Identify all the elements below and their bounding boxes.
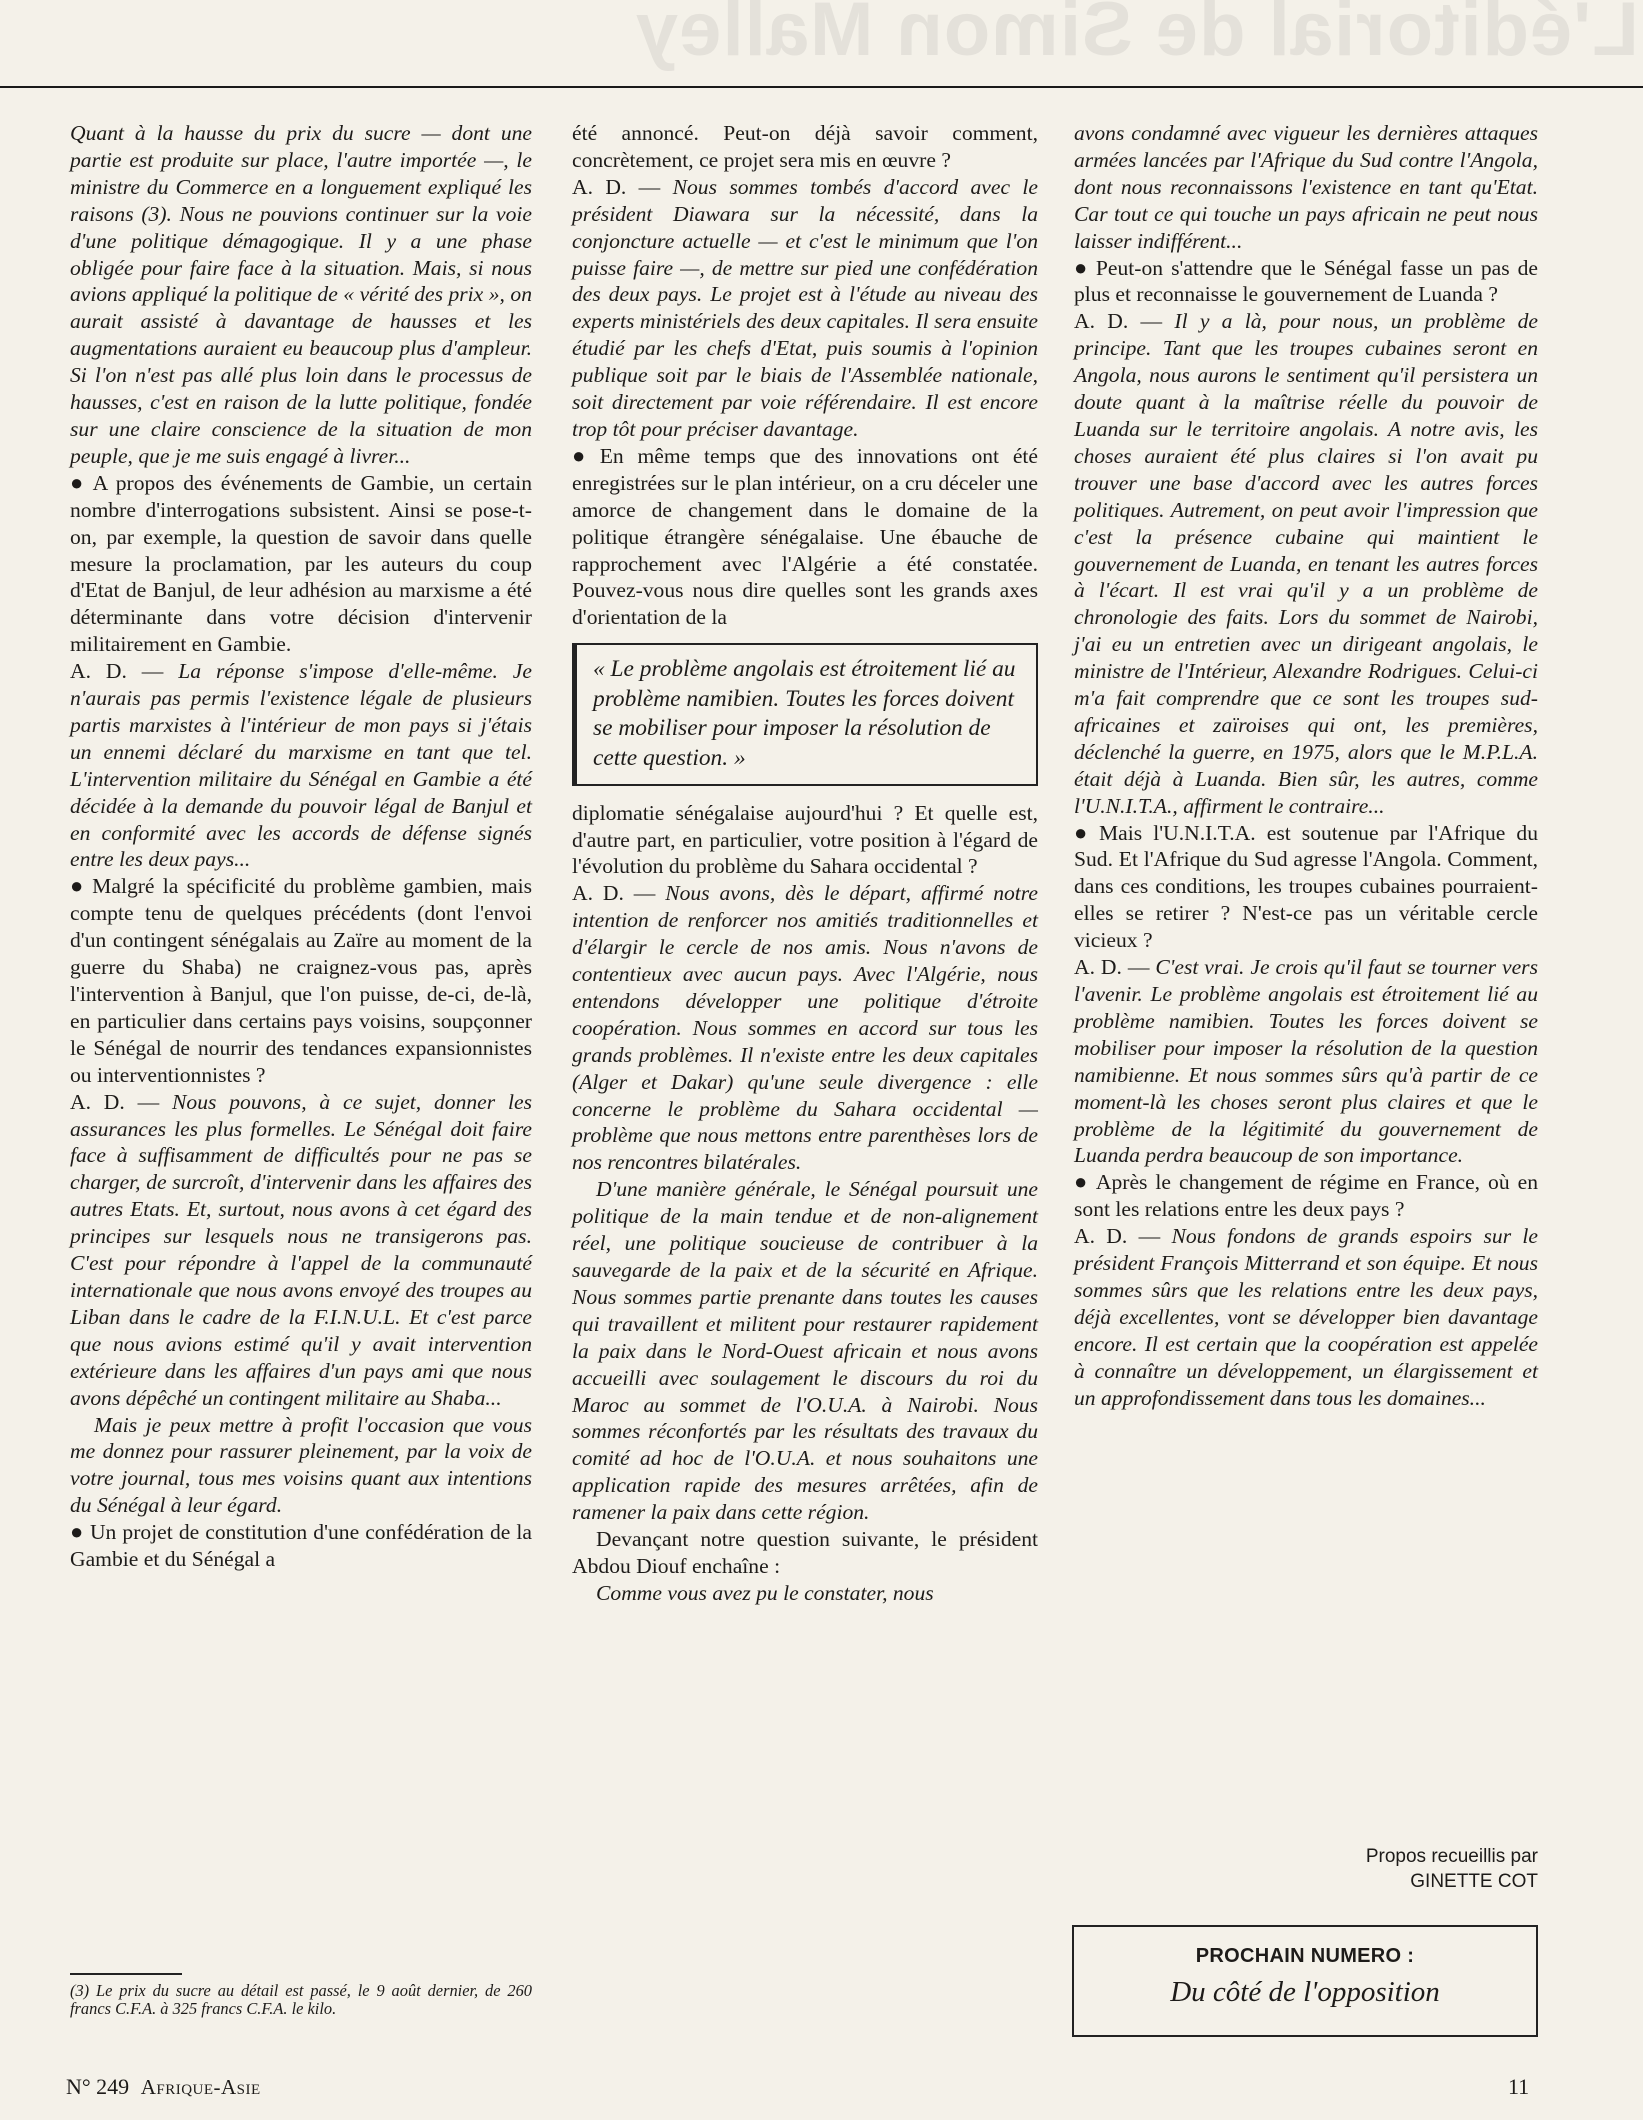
next-issue-subtitle: Du côté de l'opposition (1170, 1976, 1440, 2008)
speaker-label: A. D. — (1074, 1224, 1161, 1249)
answer-paragraph: Comme vous avez pu le constater, nous (596, 1580, 934, 1605)
credit-author: GINETTE COT (1410, 1871, 1538, 1892)
credit-label: Propos recueillis par (1365, 1846, 1538, 1867)
speaker-label: A. D. — (70, 1089, 160, 1114)
answer-paragraph: A. D. — La réponse s'impose d'elle-même. Je n'aurais pas permis l'existence légale de plusieurs partis marxistes à l'intérieur de mon pays si j'étais un ennemi déclaré du marxisme en tant que tel. L'intervention militaire du Sénégal en Gambie a été décidée à la demande du pouvoir légal de Banjul et en conformité avec les accords de défense signés entre les deux pays... (70, 659, 532, 872)
bullet-icon: ● (572, 442, 594, 468)
pull-quote: « Le problème angolais est étroitement lié au problème namibien. Toutes les forces doivent se mobiliser pour imposer la résolution de cette question. » (572, 643, 1038, 785)
question-paragraph: ● Mais l'U.N.I.T.A. est soutenue par l'Afrique du Sud. Et l'Afrique du Sud agresse l'Angola. Comment, dans ces conditions, les troupes cubaines pourraient-elles se retirer ? N'est-ce pas un véritable cercle vicieux ? (1074, 819, 1538, 953)
speaker-label: A. D. — (1074, 955, 1150, 980)
bullet-icon: ● (70, 469, 87, 495)
footnote: (3) Le prix du sucre au détail est passé, le 9 août dernier, de 260 francs C.F.A. à 325 francs C.F.A. le kilo. (70, 1981, 532, 2018)
article-column-1 (70, 120, 532, 2032)
question-paragraph: ● En même temps que des innovations ont été enregistrées sur le plan intérieur, on a cru déceler une amorce de changement dans le domaine de la politique étrangère sénégalaise. Une ébauche de rapprochement avec l'Algérie a été constatée. Pouvez-vous nous dire quelles sont les grands axes d'orientation de la (572, 442, 1039, 630)
bullet-icon: ● (70, 873, 87, 899)
answer-paragraph: A. D. — Nous sommes tombés d'accord avec le président Diawara sur la nécessité, dans la conjoncture actuelle — et c'est le minimum que l'on puisse faire —, de mettre sur pied une confédération des deux pays. Le projet est à l'étude au niveau des experts ministériels des deux capitales. Il sera ensuite étudié par les chefs d'Etat, puis soumis à l'opinion publique soit par le biais de l'Assemblée nationale, soit directement par voie référendaire. Il est encore trop tôt pour préciser davantage. (572, 174, 1038, 441)
answer-paragraph: A. D. — Nous avons, dès le départ, affirmé notre intention de renforcer nos amitiés traditionnelles et d'élargir le cercle de nos amis. Nous n'avons de contentieux avec aucun pays. Avec l'Algérie, nous entendons développer une politique d'étroite coopération. Nous sommes en accord sur tous les grands problèmes. Il n'existe entre les deux capitales (Alger et Dakar) qu'une seule divergence : elle concerne le problème du Sahara occidental — problème que nous mettons entre parenthèses lors de nos rencontres bilatérales. (572, 881, 1038, 1175)
next-issue-title: PROCHAIN NUMERO : (1195, 1945, 1415, 1967)
answer-paragraph: Mais je peux mettre à profit l'occasion que vous me donnez pour rassurer pleinement, par la voix de votre journal, tous mes voisins quant aux intentions du Sénégal à leur égard. (70, 1412, 532, 1518)
bullet-icon: ● (1074, 1169, 1090, 1195)
question-paragraph: ● Un projet de constitution d'une confédération de la Gambie et du Sénégal a (70, 1519, 532, 1572)
issue-number: N° 249 (66, 2074, 130, 2099)
ghost-title-bleedthrough: L'éditorial de Simon Malley (635, 0, 1639, 72)
question-paragraph: diplomatie sénégalaise aujourd'hui ? Et quelle est, d'autre part, en particulier, votre position à l'égard de l'évolution du problème du Sahara occidental ? (572, 800, 1038, 879)
bullet-icon: ● (70, 1519, 84, 1545)
answer-paragraph: A. D. — Nous fondons de grands espoirs sur le président François Mitterrand et son équipe. Et nous sommes sûrs que les relations entre les deux pays, déjà excellentes, vont se développer bien davantage encore. Il est certain que la coopération est appelée à connaître un développement, un élargissement et un approfondissement dans tous les domaines... (1074, 1224, 1538, 1410)
footnote-rule (70, 1973, 182, 1975)
speaker-label: A. D. — (572, 174, 661, 199)
speaker-label: A. D. — (1074, 309, 1163, 334)
masthead (0, 0, 1643, 88)
question-paragraph: ● Peut-on s'attendre que le Sénégal fasse un pas de plus et reconnaisse le gouvernement de Luanda ? (1074, 254, 1538, 307)
article-column-2 (572, 120, 1038, 2040)
narration-paragraph: Devançant notre question suivante, le président Abdou Diouf enchaîne : (572, 1527, 1038, 1578)
answer-paragraph: D'une manière générale, le Sénégal poursuit une politique de la main tendue et de non-alignement réel, une politique soucieuse de contribuer à la sauvegarde de la paix et de la sécurité en Afrique. Nous sommes partie prenante dans toutes les causes qui travaillent et militent pour restaurer rapidement la paix dans le Nord-Ouest africain et nous avons accueilli avec soulagement le discours du roi du Maroc au sommet de l'O.U.A. à Nairobi. Nous sommes réconfortés par les résultats des travaux du comité ad hoc de l'O.U.A. et nous souhaitons une application rapide des mesures arrêtées, afin de ramener la paix dans cette région. (572, 1177, 1038, 1525)
question-paragraph: ● A propos des événements de Gambie, un certain nombre d'interrogations subsistent. Ainsi se pose-t-on, par exemple, la question de savoir dans quelle mesure la proclamation, par les auteurs du coup d'Etat de Banjul, de leur adhésion au marxisme a été déterminante dans votre décision d'intervenir militairement en Gambie. (70, 469, 532, 657)
answer-paragraph: A. D. — Nous pouvons, à ce sujet, donner les assurances les plus formelles. Le Sénégal doit faire face à suffisamment de difficultés pour ne pas se charger, de surcroît, d'intervenir dans les affaires des autres Etats. Et, surtout, nous avons à cet égard des principes sur lesquels nous ne transigerons pas. C'est pour répondre à l'appel de la communauté internationale que nous avons envoyé des troupes au Liban dans le cadre de la F.I.N.U.L. Et c'est parce que nous avions estimé qu'il y avait intervention extérieure dans les affaires d'un pays ami que nous avons dépêché un contingent militaire au Shaba... (70, 1089, 532, 1410)
speaker-label: A. D. — (572, 881, 656, 906)
header-rule (0, 86, 1643, 88)
answer-paragraph: avons condamné avec vigueur les dernières attaques armées lancées par l'Afrique du Sud contre l'Angola, dont nous reconnaissons l'existence en tant qu'Etat. Car tout ce qui touche un pays africain ne peut nous laisser indifférent... (1074, 121, 1538, 253)
answer-paragraph: Quant à la hausse du prix du sucre — dont une partie est produite sur place, l'autre importée —, le ministre du Commerce en a longuement expliqué les raisons (3). Nous ne pouvions continuer sur la voie d'une politique démagogique. Il y a une phase obligée pour faire face à la situation. Mais, si nous avions appliqué la politique de « vérité des prix », on aurait assisté à davantage de hausses et les augmentations auraient eu beaucoup plus d'ampleur. Si l'on n'est pas allé plus loin dans le processus de hausses, c'est en raison de la lutte politique, fondée sur une claire conscience de la situation de mon peuple, que je me suis engagé à livrer... (70, 121, 532, 468)
speaker-label: A. D. — (70, 659, 164, 684)
question-paragraph: été annoncé. Peut-on déjà savoir comment, concrètement, ce projet sera mis en œuvre ? (572, 121, 1038, 172)
next-issue-box (1072, 1925, 1538, 2037)
page-number: 11 (1508, 2074, 1530, 2099)
interview-credit (1250, 1844, 1538, 1894)
bullet-icon: ● (1074, 819, 1093, 845)
question-paragraph: ● Après le changement de régime en France, où en sont les relations entre les deux pays ? (1074, 1169, 1538, 1222)
bullet-icon: ● (1074, 254, 1090, 280)
answer-paragraph: A. D. — C'est vrai. Je crois qu'il faut se tourner vers l'avenir. Le problème angolais est étroitement lié au problème namibien. Toutes les forces doivent se mobiliser pour imposer la résolution de la question namibienne. Et nous sommes sûrs qu'à partir de ce moment-là les choses seront plus claires et que le problème de la légitimité du gouvernement de Luanda perdra beaucoup de son importance. (1074, 955, 1538, 1168)
article-column-3 (1074, 120, 1538, 1930)
magazine-name: Afrique-Asie (140, 2075, 261, 2099)
footer-issue (66, 2074, 261, 2100)
question-paragraph: ● Malgré la spécificité du problème gambien, mais compte tenu de quelques précédents (dont l'envoi d'un contingent sénégalais au Zaïre au moment de la guerre du Shaba) ne craignez-vous pas, après l'intervention à Banjul, que l'on puisse, de-ci, de-là, en particulier dans certains pays voisins, soupçonner le Sénégal de nourrir des tendances expansionnistes ou interventionnistes ? (70, 873, 533, 1087)
answer-paragraph: A. D. — Il y a là, pour nous, un problème de principe. Tant que les troupes cubaines seront en Angola, nous aurons le sentiment qu'il persistera un doute quant à la maîtrise réelle du pouvoir de Luanda sur le territoire angolais. A notre avis, les choses auraient été plus claires si l'on avait pu trouver une base d'accord avec les autres forces politiques. Autrement, on peut avoir l'impression que c'est la présence cubaine qui maintient le gouvernement de Luanda, en tenant les autres forces à l'écart. Il est vrai qu'il y a un problème de chronologie des faits. Lors du sommet de Nairobi, j'ai eu un entretien avec un dirigeant angolais, le ministre de l'Intérieur, Alexandre Rodrigues. Celui-ci m'a fait comprendre que ce sont les troupes sud-africaines et zaïroises qui ont, les premières, déclenché la guerre, en 1975, alors que le M.P.L.A. était déjà à Luanda. Bien sûr, les autres, comme l'U.N.I.T.A., affirment le contraire... (1074, 309, 1538, 818)
